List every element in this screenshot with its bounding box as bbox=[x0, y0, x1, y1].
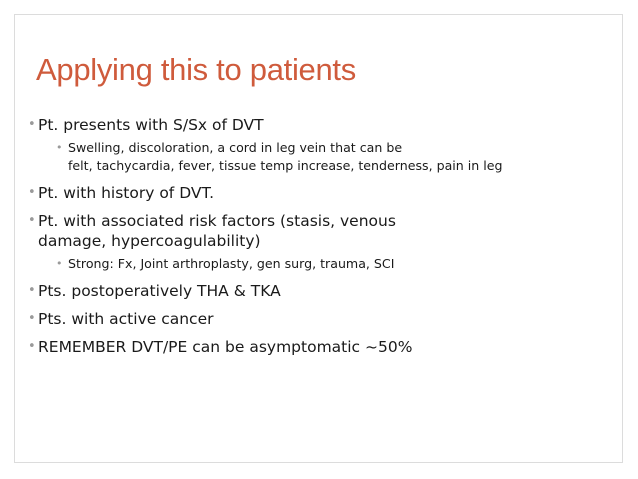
bullet-text: Pt. presents with S/Sx of DVT bbox=[38, 116, 264, 134]
bullet-text-line-1: Pt. with associated risk factors (stasis, venous bbox=[38, 212, 396, 230]
bullet-marker: • bbox=[56, 141, 63, 154]
bullet-text-line-2: felt, tachycardia, fever, tissue temp increase, tenderness, pain in leg bbox=[68, 158, 503, 173]
bullet-marker: • bbox=[28, 185, 36, 200]
bullet-item bbox=[28, 115, 608, 135]
bullet-marker: • bbox=[28, 339, 36, 354]
bullet-marker: • bbox=[28, 283, 36, 298]
sub-bullet-item bbox=[28, 139, 608, 175]
bullet-list bbox=[28, 115, 608, 357]
bullet-marker: • bbox=[56, 257, 63, 270]
bullet-item bbox=[28, 211, 608, 251]
bullet-marker: • bbox=[28, 311, 36, 326]
bullet-marker: • bbox=[28, 117, 36, 132]
sub-bullet-item bbox=[28, 255, 608, 273]
bullet-text: REMEMBER DVT/PE can be asymptomatic ~50% bbox=[38, 338, 413, 356]
bullet-text: Strong: Fx, Joint arthroplasty, gen surg, trauma, SCI bbox=[68, 256, 395, 271]
bullet-marker: • bbox=[28, 213, 36, 228]
bullet-item bbox=[28, 309, 608, 329]
bullet-text-line-2: damage, hypercoagulability) bbox=[38, 232, 261, 250]
bullet-item bbox=[28, 337, 608, 357]
bullet-text: Pts. with active cancer bbox=[38, 310, 214, 328]
slide-title: Applying this to patients bbox=[36, 52, 356, 87]
bullet-text: Pt. with history of DVT. bbox=[38, 184, 215, 202]
bullet-text-line-1: Swelling, discoloration, a cord in leg vein that can be bbox=[68, 140, 403, 155]
bullet-text: Pts. postoperatively THA & TKA bbox=[38, 282, 281, 300]
bullet-item bbox=[28, 183, 608, 203]
bullet-item bbox=[28, 281, 608, 301]
